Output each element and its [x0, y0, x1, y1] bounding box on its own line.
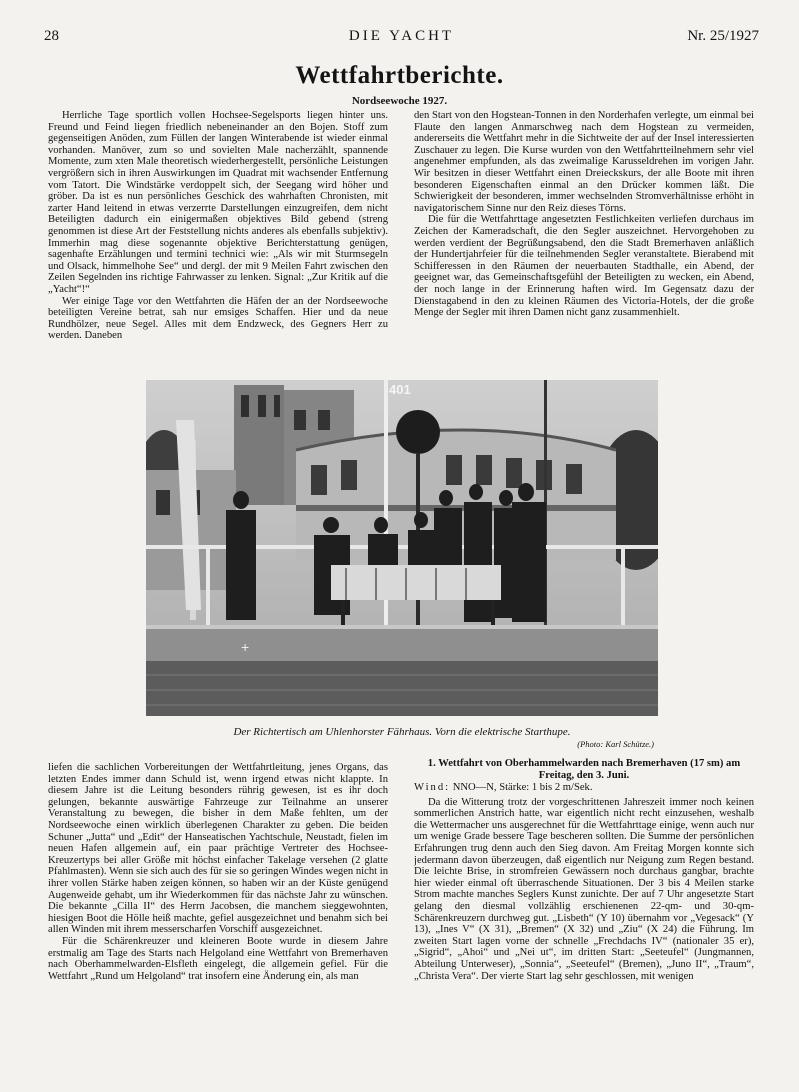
paragraph: Da die Witterung trotz der vorgeschrittenen Jahreszeit immer noch keinen sommerlichen Anstrich hatte, war eigentlich nicht recht einzusehen, weshalb die Wettermacher uns ausgerechnet für die Wettfahrttage einige, wenn auch nur um wenige Grade bessere Tage bescheren sollten. Die Summe der persönlichen Erfahrungen trug denn auch den Sieg davon. Am Freitag Morgen konnte sich jedermann davon überzeugen, daß eigentlich nur Neigung zum Regen bestand. Die leichte Brise, in stromfreien Gewässern noch durchaus gangbar, brachte hier wieder einmal oft überraschende Situationen. Der 3 bis 4 Meilen starke Strom machte manches Seglers Kunst zunichte. Der auf 7 Uhr angesetzte Start gelang den diesmal vollzählig erschienenen 22-qm- und 30-qm-Schärenkreuzern durchweg gut. „Lisbeth“ (Y 10) übernahm vor „Vegesack“ (Y 13), „Ines V“ (X 31), „Bremen“ (X 32) und „Ziu“ (X 24) die Führung. Im zweiten Start lagen vorne der schnelle „Frechdachs IV“ (nationaler 35 er), „Sigrid“, „Ahoi“ und „Nei ut“, im dritten Start: „Seeteufel“ (Jungmannen, Abteilung Unterweser), „Sonnia“, „Seeteufel“ (Bremen), „Juno II“, „Traum“, „Christa Vera“. Der vierte Start lag sehr geschlossen, mit wenigen	[414, 796, 754, 982]
column-top-right	[414, 110, 754, 372]
photo-caption: Der Richtertisch am Uhlenhorster Fährhaus. Vorn die elektrische Starthupe.	[233, 726, 571, 738]
flag-number: 401	[389, 382, 411, 397]
wind-line	[414, 782, 754, 794]
paragraph: Wer einige Tage vor den Wettfahrten die Häfen der an der Nordseewoche beteiligten Vereine betrat, sah nur emsiges Schaffen. Hier und da neue Rundhölzer, neue Segel. Alles mit dem Endzweck, des Gegners Herr zu werden. Daneben	[48, 295, 388, 342]
article-title: Wettfahrtberichte.	[295, 62, 504, 89]
running-header	[44, 28, 759, 50]
magazine-name: DIE YACHT	[348, 28, 455, 44]
photo-illustration	[146, 380, 658, 716]
article-subtitle: Nordseewoche 1927.	[351, 95, 448, 107]
paragraph: den Start von den Hogstean-Tonnen in den Norderhafen verlegte, um einmal bei Flaute den langen Anmarschweg nach dem Hogstean zu vermeiden, andererseits die Wettfahrt mehr in die Sichtweite der auf der Insel interessierten Zuschauer zu legen. Die Kurse wurden von den Wettfahrtteilnehmern sehr viel angenehmer empfunden, als das zweimalige Karusseldrehen im vorigen Jahr. Wir besitzen in dieser Wettfahrt einen Dreieckskurs, der alle Boote mit ihren besonderen Eigenschaften einmal an den Drücker kommen läßt. Die Schwierigkeit der besonderen, immer wechselnden Stromverhältnisse erhöht in navigatorischem Sinne nur den Reiz dieses Törns.	[414, 110, 754, 214]
paragraph: Für die Schärenkreuzer und kleineren Boote wurde in diesem Jahre erstmalig am Tage des Starts nach Helgoland eine Wettfahrt von Bremerhaven nach Oberhammelwarden-Elsfleth eingelegt, die allgemein gefiel. Für die Wettfahrt „Rund um Helgoland“ trat insofern eine Änderung ein, als man	[48, 935, 388, 982]
race-section-title: 1. Wettfahrt von Oberhammelwarden nach Bremerhaven (17 sm) am Freitag, den 3. Juni.	[427, 758, 741, 781]
svg-text:+: +	[241, 639, 250, 655]
page-number: 28	[44, 28, 59, 44]
paragraph: liefen die sachlichen Vorbereitungen der Wettfahrtleitung, jenes Organs, das letzten Endes immer dann Schuld ist, wenn irgend etwas nicht klappte. In diesem Jahre ist die Leitung besonders rührig gewesen, ist es ihr doch gelungen, bekannte auswärtige Fahrzeuge zur Teilnahme an unserer Veranstaltung zu bewegen, die bisher in dem Maße fehlten, um der Nordseewoche einen wirklich überlegenen Charakter zu geben. Die beiden Schuner „Jutta“ und „Edit“ der Hanseatischen Yachtschule, Neustadt, fielen im neuen Hafen allgemein auf, ein paar prächtige Vertreter des Hochsee-Kreuzertyps bei aller Größe mit höchst einfacher Takelage versehen (2 glatte Pfahlmasten). Wenn sie sich auch des für sie so geringen Windes wegen nicht in ihrer vollen Stärke haben zeigen können, so haben wir an der Küste genügend Augenweide gehabt, um ihr Wiederkommen für das nächste Jahr zu wünschen. Die bekannte „Cilla II“ des Herrn Jacobsen, die manchem sieggewohnten, hiesigen Boot die Hölle heiß machte, gefiel ausgezeichnet und benahm sich bei allen Winden mit ihrem messerscharfen Vorschiff ausgezeichnet.	[48, 762, 388, 936]
wind-value: NNO—N, Stärke: 1 bis 2 m/Sek.	[452, 782, 593, 793]
photo-judges-table	[146, 380, 658, 716]
issue-number: Nr. 25/1927	[687, 28, 759, 44]
photo-credit: (Photo: Karl Schütze.)	[577, 739, 654, 749]
column-bottom-left	[48, 762, 388, 1082]
column-bottom-right	[414, 758, 754, 1084]
wind-label: Wind:	[414, 782, 451, 793]
paragraph: Herrliche Tage sportlich vollen Hochsee-Segelsports liegen hinter uns. Freund und Feind liegen friedlich nebeneinander an den Bojen. Stoff zum gegenseitigen Anöden, zum Füllen der langen Winterabende ist wieder einmal vorhanden. Manöver, zum so und sovielten Male nacherzählt, spannende Momente, zum xten Male theoretisch wiederhergestellt, persönliche Leistungen vergrößern sich in ihren Auswirkungen im Quadrat mit wachsender Entfernung vom Tatort. Die Windstärke verdoppelt sich, der Seegang wird höher und gröber. Da ist es nun persönliches Geschick des wahrhaften Chronisten, mit zarter Hand leitend in etwas verzerrte Darstellungen einzugreifen, dem nicht Beteiligten dadurch ein einigermaßen objektives Bild gebend (streng genommen ist diese Art der Feststellung nichts anderes als ebenfalls subjektiv). Immerhin mag diese sogenannte objektive Berichterstattung genügen, sagenhafte Erzählungen und termini technici wie: „Als wir mit Sturmsegeln und Olsack, himmelhohe See“ und dergl. der mit 9 Meilen Fahrt zwischen den Zeilen Segelnden ins richtige Fahrwasser zu lenken. Signal: „Zur Kritik auf die „Yacht“!“	[48, 110, 388, 295]
paragraph: Die für die Wettfahrttage angesetzten Festlichkeiten verliefen durchaus im Zeichen der Kameradschaft, die den Segler auszeichnet. Hervorgehoben zu werden verdient der Begrüßungsabend, den die Stadt Bremerhaven anläßlich der Hundertjahrfeier für die teilnehmenden Segler veranstaltete. Bierabend mit Schifferessen in den Räumen der neuerbauten Stadthalle, ein Abend, der geeignet war, das Gemeinschaftsgefühl der Beteiligten zu wecken, ein Abend, der noch lange in der Erinnerung haften wird. Im Gegensatz dazu der Dienstagabend in den zu kleinen Räumen des Victoria-Hotels, der die große Menge der Segler mit ihren Damen nicht ganz zusammenhielt.	[414, 214, 754, 319]
column-top-left	[48, 110, 388, 372]
